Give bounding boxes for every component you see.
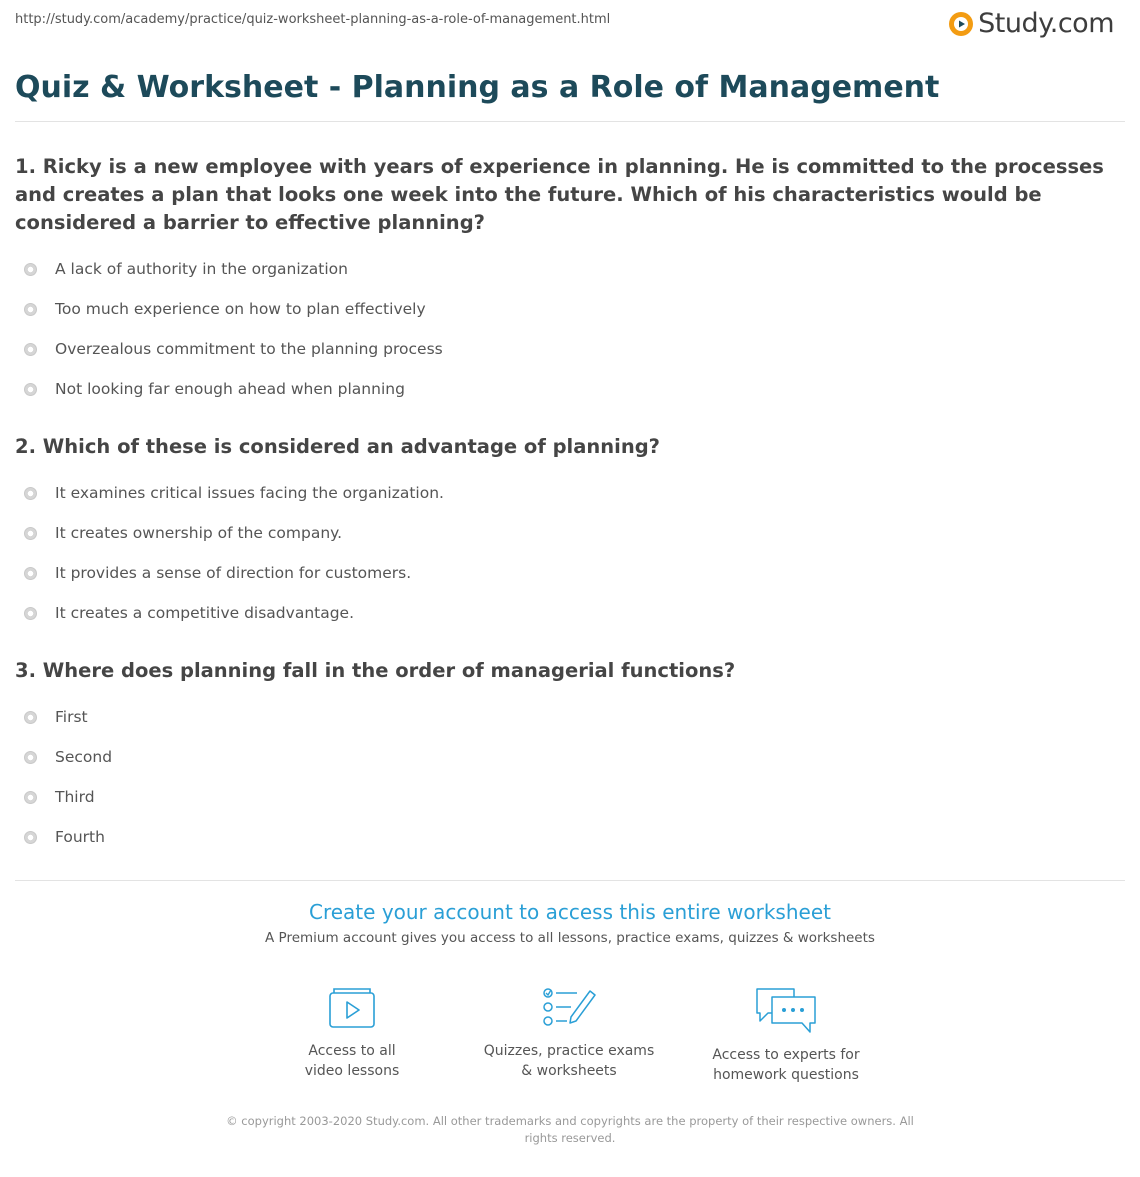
radio-icon[interactable]: [24, 607, 37, 620]
feature-quizzes: [469, 985, 669, 1081]
answer-label: A lack of authority in the organization: [55, 260, 348, 278]
answer-option[interactable]: [15, 553, 1115, 593]
answer-option[interactable]: [15, 817, 1115, 857]
radio-icon[interactable]: [24, 343, 37, 356]
answer-label: Not looking far enough ahead when planning: [55, 380, 405, 398]
feature-list: [0, 985, 1140, 1085]
answer-option[interactable]: [15, 777, 1115, 817]
answer-option[interactable]: [15, 249, 1115, 289]
page-url: http://study.com/academy/practice/quiz-worksheet-planning-as-a-role-of-management.html: [15, 12, 611, 27]
answer-option[interactable]: [15, 513, 1115, 553]
cta-divider: [15, 880, 1125, 881]
answer-option[interactable]: [15, 329, 1115, 369]
answer-option[interactable]: [15, 473, 1115, 513]
radio-icon[interactable]: [24, 383, 37, 396]
answer-label: Overzealous commitment to the planning process: [55, 340, 443, 358]
answer-option[interactable]: [15, 737, 1115, 777]
feature-label-line: video lessons: [304, 1063, 400, 1079]
answer-label: Too much experience on how to plan effectively: [55, 300, 426, 318]
feature-experts: [686, 985, 886, 1085]
radio-icon[interactable]: [24, 303, 37, 316]
chat-bubbles-icon: [754, 985, 818, 1035]
cta-subtitle: A Premium account gives you access to all lessons, practice exams, quizzes & worksheets: [265, 930, 875, 946]
answer-label: It creates a competitive disadvantage.: [55, 604, 355, 622]
feature-video-lessons: [252, 985, 452, 1081]
answer-option[interactable]: [15, 289, 1115, 329]
radio-icon[interactable]: [24, 487, 37, 500]
answer-label: It creates ownership of the company.: [55, 524, 343, 542]
create-account-link[interactable]: Create your account to access this entire worksheet: [309, 900, 831, 924]
radio-icon[interactable]: [24, 751, 37, 764]
answer-list: [15, 473, 1115, 633]
radio-icon[interactable]: [24, 791, 37, 804]
radio-icon[interactable]: [24, 711, 37, 724]
answer-option[interactable]: [15, 369, 1115, 409]
answer-label: Third: [55, 788, 95, 806]
answer-label: First: [55, 708, 88, 726]
radio-icon[interactable]: [24, 831, 37, 844]
question-text: 3. Where does planning fall in the order of managerial functions?: [15, 659, 736, 682]
question-text: 2. Which of these is considered an advantage of planning?: [15, 435, 660, 458]
quiz-checklist-icon: [541, 985, 597, 1031]
feature-label-line: & worksheets: [521, 1063, 617, 1079]
answer-option[interactable]: [15, 697, 1115, 737]
feature-label-line: Access to experts for: [712, 1047, 860, 1063]
play-logo-icon: [948, 11, 974, 37]
answer-label: It examines critical issues facing the organization.: [55, 484, 444, 502]
question-3: [15, 657, 1115, 857]
feature-label-line: Access to all: [308, 1043, 396, 1059]
logo-text: Study.com: [978, 8, 1114, 39]
radio-icon[interactable]: [24, 263, 37, 276]
question-text: 1. Ricky is a new employee with years of experience in planning. He is committed to the processes and creates a plan that looks one week into the future. Which of his characteristics would be considered a barrier to effective planning?: [15, 155, 1104, 234]
answer-label: It provides a sense of direction for customers.: [55, 564, 412, 582]
answer-list: [15, 249, 1115, 409]
feature-label-line: Quizzes, practice exams: [483, 1043, 655, 1059]
study-logo[interactable]: [948, 8, 1114, 39]
answer-label: Second: [55, 748, 113, 766]
title-divider: [15, 121, 1125, 122]
answer-label: Fourth: [55, 828, 105, 846]
question-2: [15, 433, 1115, 633]
cta-section: [0, 900, 1140, 946]
copyright-text: © copyright 2003-2020 Study.com. All other trademarks and copyrights are the property of their respective owners. All rights reserved.: [226, 1114, 914, 1145]
page-title: Quiz & Worksheet - Planning as a Role of Management: [15, 70, 940, 105]
radio-icon[interactable]: [24, 527, 37, 540]
video-lesson-icon: [326, 985, 378, 1031]
feature-label-line: homework questions: [713, 1067, 859, 1083]
question-1: [15, 153, 1115, 409]
top-bar: [0, 0, 1140, 44]
radio-icon[interactable]: [24, 567, 37, 580]
answer-list: [15, 697, 1115, 857]
answer-option[interactable]: [15, 593, 1115, 633]
